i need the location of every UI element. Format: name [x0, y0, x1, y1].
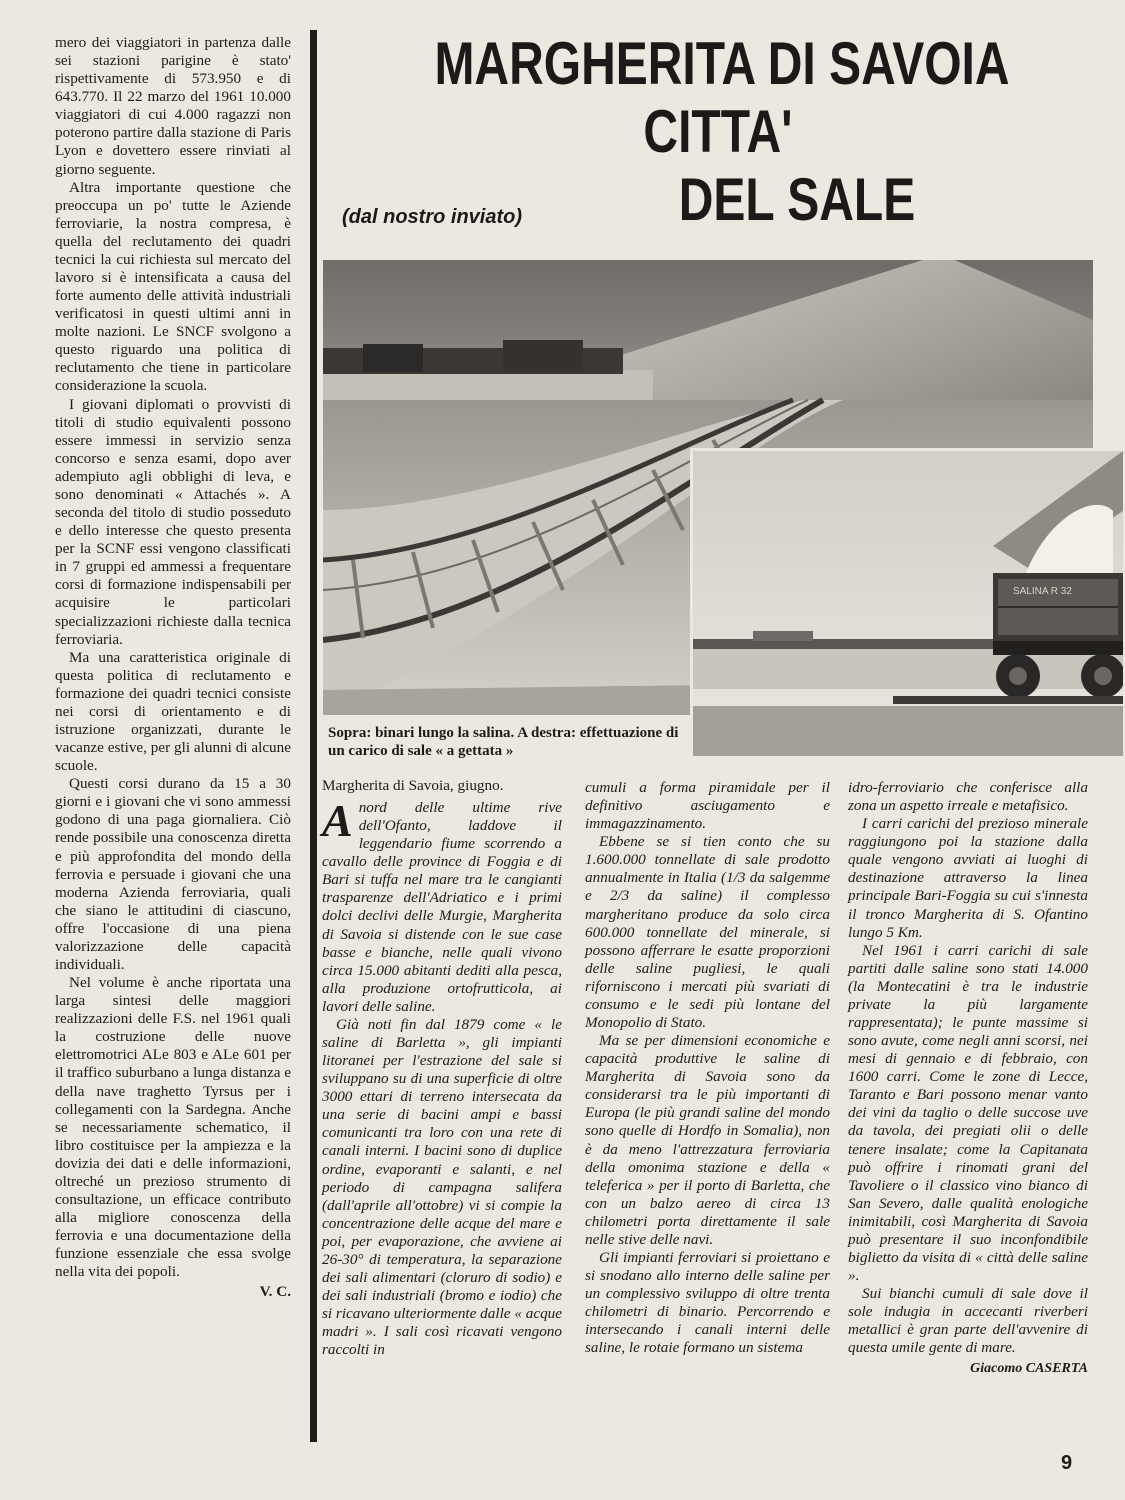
- article-paragraph: Anord delle ultime rive dell'Ofanto, laddove il leggendario fiume scorrendo a cavallo delle province di Foggia e di Bari si tuffa nel mare tra le cangianti trasparenze dell'Adriatico e i primi dolci declivi delle Murgie, Margherita di Savoia si distende con le sue case basse e bianche, nelle quali vivono circa 15.000 abitanti dediti alla pesca, alla produzione ortofrutticola, ai lavori delle saline.: [322, 795, 562, 1015]
- article-paragraph: cumuli a forma piramidale per il definitivo asciugamento e immagazzinamento.: [585, 779, 830, 833]
- article-paragraph: Già noti fin dal 1879 come « le saline di Barletta », gli impianti litoranei per l'estrazione del sale si sviluppano su di una superficie di oltre 3000 ettari di terreno intersecata da una serie di bacini ampi e bassi comunicanti tra loro con una rete di canali interni. I bacini sono di duplice ordine, evaporanti e salanti, e nel periodo di campagna salifera (dall'aprile all'ottobre) vi si compie la concentrazione delle acque del mare e poi, per evaporazione, che avviene ai 26-30° di temperatura, la separazione dei sali alimentari (cloruro di sodio) e dei sali industriali (bromo e iodio) che si ricavano ulteriormente dalle « acque madri ». I sali così ricavati vengono raccolti in: [322, 1015, 562, 1359]
- dateline: Margherita di Savoia, giugno.: [322, 777, 504, 794]
- article-column-3: [848, 779, 1088, 1377]
- byline: (dal nostro inviato): [342, 206, 522, 228]
- photo-caption: Sopra: binari lungo la salina. A destra: effettuazione di un carico di sale « a gettata »: [328, 725, 679, 760]
- drop-cap: A: [322, 795, 353, 846]
- headline-line-3: DEL SALE: [678, 166, 916, 233]
- photo-salt-wagon: [690, 448, 1125, 759]
- left-paragraph: Questi corsi durano da 15 a 30 giorni e i giovani che vi sono ammessi godono di una paga giornaliera. Ciò rende possibile una conoscenza diretta e più approfondita del mondo della ferrovia e persuade i giovani che una moderna Azienda ferroviaria, quali che siano le attitudini di ciascuno, offre l'occasione di una piena valorizzazione delle capacità individuali.: [55, 775, 291, 973]
- article-column-2: [585, 779, 830, 1358]
- author-signature: Giacomo CASERTA: [970, 1360, 1088, 1376]
- left-paragraph: I giovani diplomati o provvisti di titoli di studio equivalenti possono essere immessi in servizio senza concorso e senza esami, dopo aver adempiuto agli obblighi di leva, e sono denominati « Attachés ». A seconda del titolo di studio posseduto e dello interesse che questo presenta per la SCNF essi vengono classificati in 7 gruppi ed ammessi a frequentare corsi di formazione indispensabili per acquisire le particolari specializzazioni richieste dalla tecnica ferroviaria.: [55, 395, 291, 648]
- left-paragraph: Ma una caratteristica originale di questa politica di reclutamento e formazione dei quadri tecnici consiste nei corsi di orientamento e di istruzione organizzati, durante le vacanze estive, per gli alunni di alcune scuole.: [55, 648, 291, 775]
- article-paragraph: Nel 1961 i carri carichi di sale partiti dalle saline sono stati 14.000 (la Montecatini è tra le industrie private la più largamente rappresentata); le punte massime si sono avute, come negli anni scorsi, nei mesi di gennaio e di febbraio, con 1600 carri. Come le zone di Lecce, Taranto e Bari possono menar vanto dei vini da taglio o delle succose uve da tavola, dei pregiati olii o delle tenere insalate; come la Capitanata può offrire i rinomati grani del Tavoliere o il classico vino bianco di San Severo, dalle qualità enologiche inimitabili, così Margherita di Savoia può presentare il suo inconfondibile biglietto da visita di « città delle saline ».: [848, 941, 1088, 1285]
- article-paragraph: idro-ferroviario che conferisce alla zona un aspetto irreale e metafisico.: [848, 779, 1088, 815]
- left-paragraph: Nel volume è anche riportata una larga sintesi delle maggiori realizzazioni delle F.S. nel 1961 quali la costruzione delle nuove elettromotrici ALe 803 e ALe 601 per il traffico suburbano a lunga distanza e della nave traghetto Tyrsus per i collegamenti con la Sardegna. Anche se necessariamente schematico, il libro costituisce per la ampiezza e la dovizia dei dati e delle informazioni, oltreché un prezioso strumento di consultazione, un efficace contributo alla migliore conoscenza della ferrovia e una documentazione della funzione essenziale che essa svolge nella vita dei popoli.: [55, 974, 291, 1281]
- headline-line-2: CITTA': [643, 98, 793, 165]
- left-signature: V. C.: [259, 1283, 291, 1301]
- article-paragraph: Gli impianti ferroviari si proiettano e si snodano allo interno delle saline per un complessivo sviluppo di oltre trenta chilometri di binario. Percorrendo e intersecando i canali interni delle saline, le rotaie formano un sistema: [585, 1249, 830, 1357]
- article-paragraph: Ebbene se si tien conto che su 1.600.000 tonnellate di sale prodotto annualmente in Italia (1/3 da salgemme e 2/3 da saline) il complesso margheritano produce da solo circa 600.000 tonnellate del minerale, si possono afferrare le esatte proporzioni delle saline pugliesi, le quali riforniscono i mercati più svariati di consumo e le sedi più lontane del Monopolio di Stato.: [585, 833, 830, 1032]
- left-paragraph: Altra importante questione che preoccupa un po' tutte le Aziende ferroviarie, la nostra compresa, è quella del reclutamento dei quadri tecnici la cui richiesta sul mercato del lavoro si è intensificata a causa del forte aumento delle attività industriali verificatosi in questi ultimi anni in molte nazioni. Le SNCF svolgono a questo riguardo una politica di reclutamento che tiene in particolare considerazione la scuola.: [55, 178, 291, 395]
- page-number: 9: [1061, 1452, 1073, 1474]
- headline: [322, 30, 1102, 233]
- article-column-1: [322, 795, 562, 1359]
- vertical-rule: [310, 30, 317, 1442]
- article-paragraph: I carri carichi del prezioso minerale raggiungono poi la stazione dalla quale vengono avviati ai luoghi di destinazione attraverso la linea principale Bari-Foggia su cui s'innesta il tronco Margherita di S. Ofantino lungo 5 Km.: [848, 815, 1088, 941]
- article-paragraph: Ma se per dimensioni economiche e capacità produttive le saline di Margherita di Savoia sono da considerarsi tra le più importanti di Europa (le più grandi saline del mondo sono quelle di Hordfo in Somalia), non è da meno l'attrezzatura ferroviaria della omonima stazione e della « teleferica » per il porto di Barletta, che con un balzo aereo di circa 13 chilometri porta direttamente il sale nelle stive delle navi.: [585, 1032, 830, 1248]
- wagon-marking: SALINA R 32: [1013, 586, 1072, 597]
- left-column: [55, 34, 291, 1301]
- left-paragraph: mero dei viaggiatori in partenza dalle sei stazioni parigine è stato' rispettivamente di 573.950 e di 643.770. Il 22 marzo del 1961 10.000 viaggiatori di cui 4.000 ragazzi non poterono partire dalla stazione di Paris Lyon e dovettero essere rinviati al giorno seguente.: [55, 34, 291, 178]
- article-paragraph: Sui bianchi cumuli di sale dove il sole indugia in accecanti riverberi metallici è gran parte dell'avvenire di questa umile gente di mare.: [848, 1285, 1088, 1357]
- headline-line-1: MARGHERITA DI SAVOIA: [434, 30, 1010, 97]
